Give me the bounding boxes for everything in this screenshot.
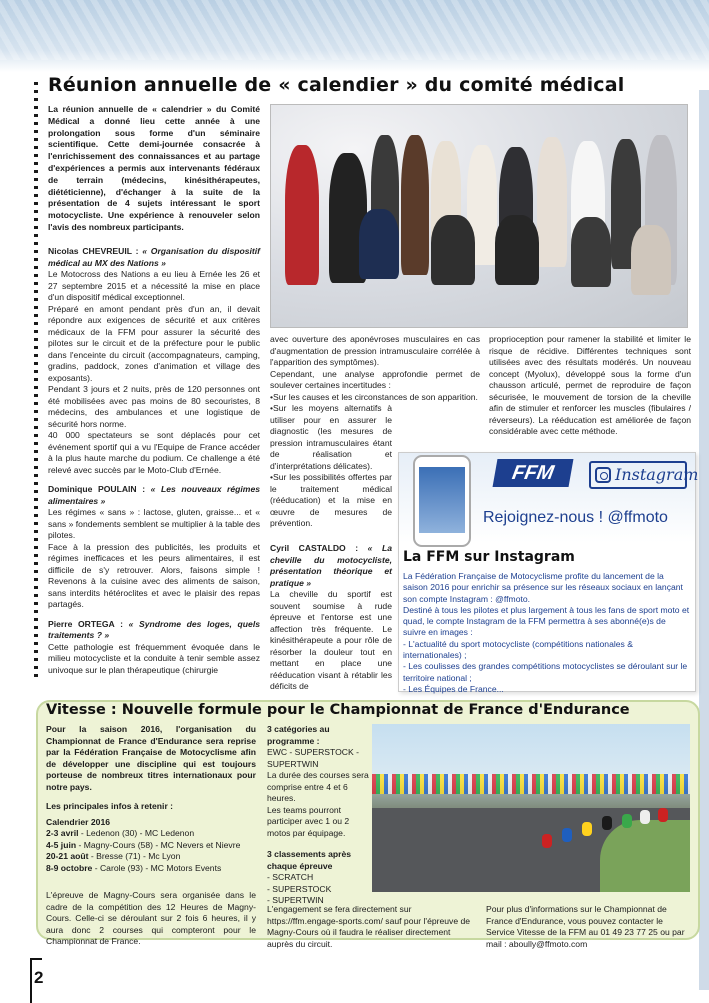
event-detail: - Ledenon (30) - MC Ledenon: [78, 828, 195, 838]
paragraph: La cheville du sportif est souvent soumise à rude épreuve et l'entorse est une affection très fréquente. Le kinésithérapeute a pour rôle de résorber la douleur tout en mettant en place une rééducation visant à rétablir les déficits de: [270, 589, 392, 691]
instagram-logo: [589, 461, 699, 489]
magny-cours-paragraph: L'épreuve de Magny-Cours sera organisée dans le cadre de la compétition des 12 Heures de Magny-Cours. Celle-ci se déroulant sur 2 fois 6 heures, il y aura donc 2 courses qui compteront pour le Championnat de France.: [46, 890, 256, 946]
calendar-event: [46, 840, 256, 852]
speaker-heading-chevreuil: [48, 246, 260, 269]
list-item: - L'actualité du sport motocycliste (compétitions nationales & internationales) ;: [403, 638, 633, 661]
paragraph: •Sur les moyens alternatifs à utiliser pour en assurer le diagnostic (les mesures de pression intramusculaires étant de réalisation et d'interprétations délicates).: [270, 403, 392, 471]
categories-list: EWC - SUPERSTOCK - SUPERTWIN: [267, 747, 359, 769]
event-date: 2-3 avril: [46, 828, 79, 838]
talk-title: « Les nouveaux régimes alimentaires »: [48, 484, 260, 506]
speaker-name: Pierre ORTEGA :: [48, 618, 129, 629]
instagram-text: [403, 571, 691, 695]
page-title: Réunion annuelle de « calendier » du comité médical: [48, 74, 625, 96]
ffm-logo: FFM: [493, 459, 574, 487]
article-column-2-narrow: [270, 403, 392, 530]
event-date: 4-5 juin: [46, 839, 77, 850]
speaker-heading-poulain: [48, 484, 260, 507]
list-item: - Les coulisses des grandes compétitions motocyclistes se déroulant sur le territoire national ;: [403, 661, 688, 683]
page-edge-decoration: [699, 90, 709, 990]
categories-label: 3 catégories au programme :: [267, 724, 330, 746]
instagram-banner: [399, 453, 699, 543]
speaker-name: Cyril CASTALDO :: [270, 543, 368, 553]
speaker-name: Nicolas CHEVREUIL :: [48, 246, 143, 256]
event-detail: - Bresse (71) - Mc Lyon: [88, 851, 181, 861]
talk-title: « Organisation du dispositif médical au MX des Nations »: [48, 246, 260, 268]
paragraph: La Fédération Française de Motocyclisme profite du lancement de la saison 2016 pour enrichir sa présence sur les réseaux sociaux en lançant son compte Instagram : @ffmoto.: [403, 571, 683, 604]
article-column-2-bottom: [270, 543, 392, 693]
calendar-label: Calendrier 2016: [46, 816, 111, 827]
classement-item: - SUPERTWIN: [267, 895, 324, 905]
paragraph: Pendant 3 jours et 2 nuits, près de 120 personnes ont été mobilisées avec pas moins de 80 secouristes, 8 médecins, des ambulances et une logistique de sécurité hors norme.: [48, 384, 260, 429]
article-column-1: [48, 246, 260, 676]
teams-text: Les teams pourront participer avec 1 ou 2 motos par équipage.: [267, 804, 350, 838]
paragraph: Cependant, une analyse approfondie permet de soulever certaines incertitudes :: [270, 368, 480, 390]
event-date: 20-21 août: [46, 851, 89, 861]
event-date: 8-9 octobre: [46, 862, 93, 873]
instagram-icon: [595, 467, 611, 483]
contact-info-text: Pour plus d'informations sur le Championnat de France d'Endurance, vous pouvez contacter le Service Vitesse de la FFM au 01 49 23 77 25 ou par mail : aboully@ffmoto.com: [486, 904, 685, 949]
engagement-text: L'engagement se fera directement sur https://ffm.engage-sports.com/ sauf pour l'épreuve de Magny-Cours où il faudra le réaliser directement auprès du circuit.: [267, 904, 471, 949]
page-number: 2: [34, 968, 44, 987]
paragraph: Le Motocross des Nations a eu lieu à Ernée les 26 et 27 septembre 2015 et a nécessité la mise en place d'un dispositif médical exceptionnel.: [48, 269, 260, 302]
join-tagline: Rejoignez-nous ! @ffmoto: [483, 509, 668, 526]
article-column-2: [270, 334, 480, 403]
talk-title: « La cheville du motocycliste, présentation théorique et pratique »: [270, 543, 392, 588]
infos-label: Les principales infos à retenir :: [46, 801, 174, 811]
calendar-event: [46, 828, 256, 840]
duration-text: La durée des courses sera comprise entre 4 et 6 heures.: [267, 770, 369, 803]
paragraph: Cette pathologie est fréquemment évoquée dans le milieu motocycliste et la conduite à tenir semble assez univoque sur le plan thérapeutique (chirurgie: [48, 641, 260, 675]
dotted-margin-rule: [34, 82, 38, 682]
instagram-box: [398, 452, 699, 694]
event-detail: - Magny-Cours (58) - MC Nevers et Nievre: [76, 839, 241, 850]
talk-title: « Syndrome des loges, quels traitements ? »: [48, 618, 260, 640]
calendar-event: [46, 851, 256, 863]
paragraph: •Sur les causes et les circonstances de son apparition.: [270, 391, 478, 402]
calendar-event: [46, 863, 256, 875]
paragraph: Face à la pression des publicités, les produits et régimes inefficaces et les peurs alimentaires, il est difficile de s'y retrouver. Alors, faisons simple ! Revenons à la cuisine avec des aliments de saison, sans interdits hétéroclites et avec le plaisir des repas partagés.: [48, 541, 260, 609]
classement-item: - SCRATCH: [267, 872, 314, 882]
group-photo: [270, 104, 688, 328]
paragraph: proprioception pour ramener la stabilité et limiter le risque de récidive. Différentes techniques sont utilisées avec des résultats modérés. Un nouveau concept (Myolux), développé sous la forme d'un chausson articulé, permet de reproduire de façon sécurisée, le mouvement de torsion de la cheville afin de stimuler et renforcer les muscles (fibulaires / réverseurs). La rééducation est améliorée de façon considérable avec cette méthode.: [489, 334, 691, 436]
endurance-column-2: [267, 724, 371, 907]
paragraph: •Sur les possibilités offertes par le traitement médical (rééducation) et la mise en œuvre de mesures de prévention.: [270, 472, 392, 528]
endurance-column-1: [46, 724, 256, 948]
endurance-lead: Pour la saison 2016, l'organisation du Championnat de France d'Endurance sera reprise par la Fédération Française de Motocyclisme afin de développer une discipline qui est toujours porteuse de nombreux titres internationaux pour notre pays.: [46, 724, 256, 792]
paragraph: Destiné à tous les pilotes et plus largement à tous les fans de sport moto et quad, le compte Instagram de la FFM permettra à ses abonné(e)s de suivre en images :: [403, 604, 690, 638]
race-start-photo: [372, 724, 690, 892]
speaker-name: Dominique POULAIN :: [48, 484, 151, 494]
paragraph: Les régimes « sans » : lactose, gluten, graisse... et « sans » fondements semblent se multiplier à la table des pilotes.: [48, 507, 260, 540]
paragraph: 40 000 spectateurs se sont déplacés pour cet événement sportif qui a vu l'Equipe de France accéder à la plus haute marche du podium. Ce challenge a été relevé avec succès par le Moto-Club d'Ernée.: [48, 430, 260, 475]
article-column-3: [489, 334, 691, 438]
classements-label: 3 classements après chaque épreuve: [267, 849, 352, 871]
speaker-heading-castaldo: [270, 543, 392, 589]
classement-item: - SUPERSTOCK: [267, 883, 332, 894]
intro-paragraph: La réunion annuelle de « calendrier » du Comité Médical a donné lieu cette année à une prolongation sous forme d'un séminaire scientifique. Cette demi-journée consacrée à l'enrichissement des connaissances et au partage d'expériences a permis aux intervenants fédéraux de terrain (médecins, kinésithérapeutes, diététicienne), d'échanger à la suite de la présentation de 4 sujets intéressant le sport motocycliste. Une expérience à renouveler selon l'avis des nombreux participants.: [48, 104, 260, 232]
instagram-wordmark: Instagram: [615, 465, 699, 484]
speaker-heading-ortega: [48, 619, 260, 642]
event-detail: - Carole (93) - MC Motors Events: [92, 862, 222, 873]
instagram-title: La FFM sur Instagram: [403, 549, 575, 565]
endurance-title: Vitesse : Nouvelle formule pour le Championnat de France d'Endurance: [46, 702, 630, 718]
paragraph: Préparé en amont pendant près d'un an, il devait répondre aux exigences de sécurité et aux critères médicaux de la FFM pour assurer la sécurité des pilotes sur le circuit et de la préfecture pour le public dans l'enceinte du circuit (accompagnateurs, camping, gradins, paddock, zones d'animation et village des exposants).: [48, 303, 260, 383]
top-banner: [0, 0, 709, 72]
list-item: - Les Équipes de France...: [403, 683, 504, 694]
paragraph: avec ouverture des aponévroses musculaires en cas d'augmentation de pression intramusculaire corrélée à l'apparition des symptômes).: [270, 334, 480, 367]
phone-icon: [413, 455, 471, 547]
